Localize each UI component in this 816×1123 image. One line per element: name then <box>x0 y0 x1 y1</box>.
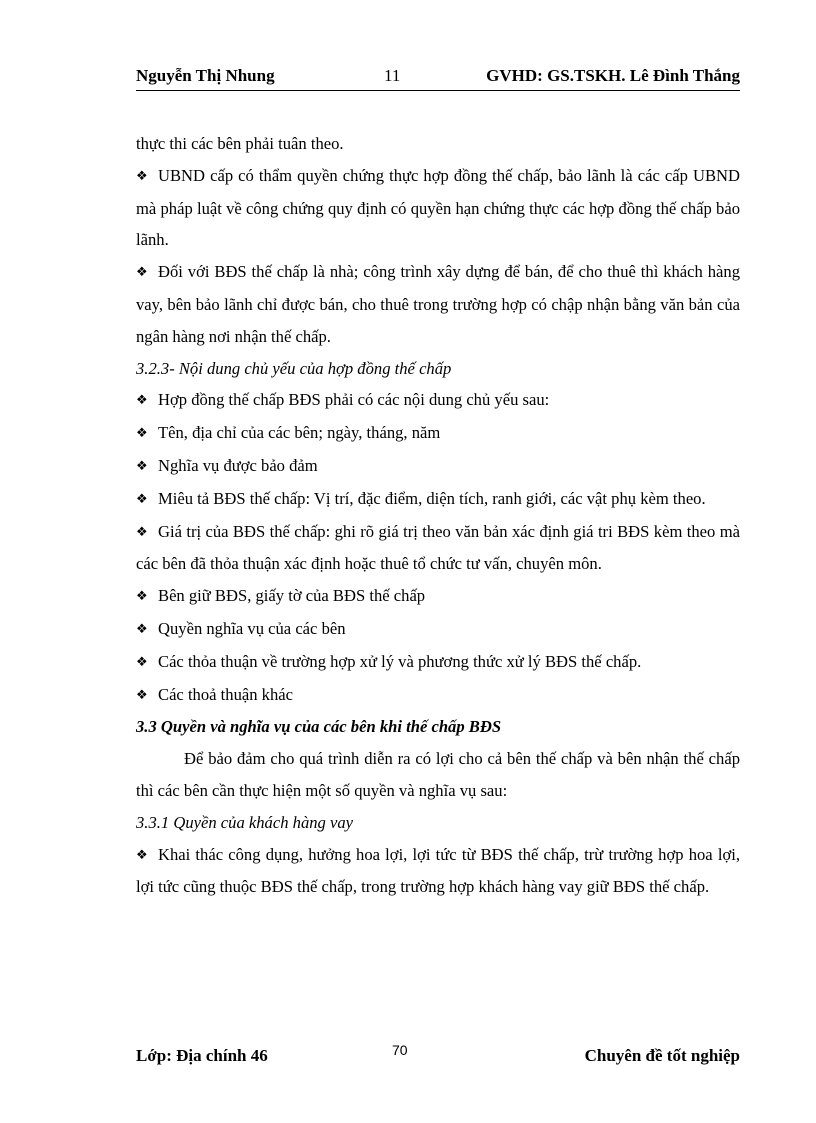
bullet-item <box>136 679 740 712</box>
bullet-text: Quyền nghĩa vụ của các bên <box>158 618 346 638</box>
subsection-heading-3-2-3: 3.2.3- Nội dung chủ yếu của hợp đồng thế chấp <box>136 358 452 378</box>
bullet-text: Khai thác công dụng, hưởng hoa lợi, lợi tức từ BĐS thế chấp, trừ trường hợp hoa lợi, lợi tức cũng thuộc BĐS thế chấp, trong trường hợp khách hàng vay giữ BĐS thế chấp. <box>136 844 740 897</box>
diamond-bullet-icon: ❖ <box>136 524 148 540</box>
subsection-heading-3-3-1: 3.3.1 Quyền của khách hàng vay <box>136 812 354 832</box>
bullet-text: Bên giữ BĐS, giấy tờ của BĐS thế chấp <box>158 586 426 606</box>
bullet-text: Nghĩa vụ được bảo đảm <box>158 455 318 475</box>
diamond-bullet-icon: ❖ <box>136 458 148 474</box>
bullet-item <box>136 646 740 679</box>
diamond-bullet-icon: ❖ <box>136 265 148 281</box>
diamond-bullet-icon: ❖ <box>136 168 148 184</box>
bullet-text: Đối với BĐS thế chấp là nhà; công trình xây dựng để bán, để cho thuê thì khách hàng vay, bên bảo lãnh chỉ được bán, cho thuê trong trường hợp có chập nhận bằng văn bản của ngân hàng nơi nhận thế chấp. <box>136 262 740 346</box>
header-author: Nguyễn Thị Nhung <box>136 66 275 85</box>
page-footer <box>136 1042 740 1068</box>
bullet-text: UBND cấp có thẩm quyền chứng thực hợp đồng thế chấp, bảo lãnh là các cấp UBND mà pháp luật về công chứng quy định có quyền hạn chứng thực các hợp đồng thế chấp bảo lãnh. <box>136 165 740 250</box>
footer-page-number: 70 <box>392 1042 408 1058</box>
bullet-text: Tên, địa chỉ của các bên; ngày, tháng, năm <box>158 423 441 443</box>
page-body <box>136 128 740 903</box>
bullet-item <box>136 580 740 613</box>
diamond-bullet-icon: ❖ <box>136 654 148 670</box>
bullet-item <box>136 417 740 450</box>
diamond-bullet-icon: ❖ <box>136 687 148 703</box>
bullet-item <box>136 516 740 581</box>
bullet-text: Hợp đồng thế chấp BĐS phải có các nội dung chủ yếu sau: <box>158 390 550 410</box>
bullet-item <box>136 384 740 417</box>
bullet-item <box>136 450 740 483</box>
bullet-item <box>136 839 740 904</box>
bullet-text: Các thỏa thuận về trường hợp xử lý và phương thức xử lý BĐS thế chấp. <box>158 651 642 671</box>
diamond-bullet-icon: ❖ <box>136 393 148 409</box>
diamond-bullet-icon: ❖ <box>136 426 148 442</box>
paragraph: thực thi các bên phải tuân theo. <box>136 134 344 153</box>
diamond-bullet-icon: ❖ <box>136 589 148 605</box>
bullet-item <box>136 160 740 256</box>
bullet-text: Giá trị của BĐS thế chấp: ghi rõ giá trị theo văn bản xác định giá tri BĐS kèm theo mà các bên đã thỏa thuận xác định hoặc thuê tổ chức tư vấn, chuyên môn. <box>136 521 740 574</box>
section-heading-3-3: 3.3 Quyền và nghĩa vụ của các bên khi thế chấp BĐS <box>136 717 502 737</box>
diamond-bullet-icon: ❖ <box>136 621 148 637</box>
bullet-text: Các thoả thuận khác <box>158 684 294 704</box>
diamond-bullet-icon: ❖ <box>136 491 148 507</box>
header-number: 11 <box>384 66 401 85</box>
bullet-item <box>136 483 740 516</box>
header-advisor: GVHD: GS.TSKH. Lê Đình Thắng <box>486 66 740 85</box>
diamond-bullet-icon: ❖ <box>136 847 148 863</box>
footer-doc-type: Chuyên đề tốt nghiệp <box>584 1046 740 1065</box>
footer-class-label: Lớp: Địa chính 46 <box>136 1046 268 1065</box>
paragraph: Để bảo đảm cho quá trình diễn ra có lợi cho cả bên thế chấp và bên nhận thế chấp thì các bên cần thực hiện một số quyền và nghĩa vụ sau: <box>136 749 740 800</box>
bullet-item <box>136 256 740 352</box>
page-header <box>136 64 740 91</box>
bullet-text: Miêu tả BĐS thế chấp: Vị trí, đặc điểm, diện tích, ranh giới, các vật phụ kèm theo. <box>158 488 706 508</box>
bullet-item <box>136 613 740 646</box>
